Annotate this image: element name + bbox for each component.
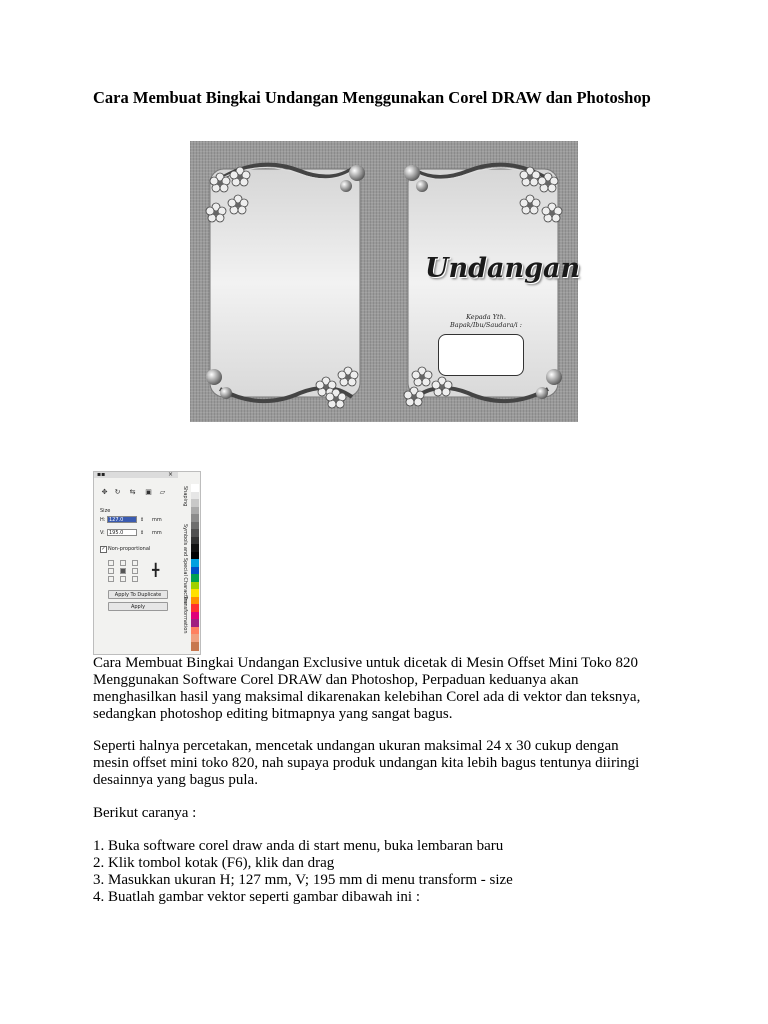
anchor-grid[interactable]	[108, 560, 138, 582]
text-line: Cara Membuat Bingkai Undangan Exclusive untuk dicetak di Mesin Offset Mini Toko 820	[93, 655, 638, 671]
text-line: Menggunakan Software Corel DRAW dan Photoshop, Perpaduan keduanya akan	[93, 672, 579, 688]
steps-list	[93, 838, 693, 906]
paragraph-steps-intro	[93, 805, 693, 822]
skew-tool-icon[interactable]: ▱	[159, 488, 166, 496]
close-icon[interactable]: ×	[168, 471, 174, 478]
color-swatch[interactable]	[191, 642, 199, 651]
v-size-input[interactable]: 195.0	[107, 529, 137, 536]
tab-shaping[interactable]: Shaping	[182, 486, 188, 507]
tab-transformation[interactable]: Transformation	[182, 596, 188, 634]
h-size-input[interactable]: 127.0	[107, 516, 137, 523]
invitation-recipient-text	[436, 313, 536, 329]
text-line: mesin offset mini toko 820, nah supaya produk undangan kita lebih bagus tentunya diiringi	[93, 755, 640, 771]
document-title: Cara Membuat Bingkai Undangan Menggunakan Corel DRAW dan Photoshop	[93, 88, 651, 107]
recipient-name-box	[438, 334, 524, 376]
v-label: V:	[100, 530, 105, 536]
text-line: menghasilkan hasil yang maksimal dikarenakan kelebihan Corel ada di vektor dan teksnya,	[93, 689, 641, 705]
h-spinner-icon[interactable]: ⇕	[140, 517, 145, 523]
non-proportional-checkbox[interactable]: ✓	[101, 546, 106, 552]
tab-symbols[interactable]: Symbols and Special Characters	[182, 524, 188, 605]
paragraph-intro	[93, 655, 693, 723]
paragraph-printing	[93, 738, 693, 789]
v-unit: mm	[152, 530, 162, 536]
size-label: Size	[100, 508, 111, 514]
text-line: desainnya yang bagus pula.	[93, 772, 258, 788]
step-item: 4. Buatlah gambar vektor seperti gambar dibawah ini :	[93, 889, 420, 905]
h-label: H:	[100, 517, 106, 523]
v-spinner-icon[interactable]: ⇕	[140, 530, 145, 536]
apply-to-duplicate-button[interactable]: Apply To Duplicate	[108, 590, 168, 599]
docker-titlebar	[94, 472, 178, 478]
text-line: Berikut caranya :	[93, 805, 197, 821]
recipient-label: Bapak/Ibu/Saudara/i :	[450, 321, 522, 329]
scale-tool-icon[interactable]: ⇆	[129, 488, 136, 496]
step-item: 3. Masukkan ukuran H; 127 mm, V; 195 mm di menu transform - size	[93, 872, 513, 888]
text-line: Seperti halnya percetakan, mencetak undangan ukuran maksimal 24 x 30 cukup dengan	[93, 738, 619, 754]
transformation-docker-screenshot	[93, 471, 201, 655]
h-unit: mm	[152, 517, 162, 523]
grip-icon: ▪▪	[97, 471, 106, 478]
size-tool-icon[interactable]: ▣	[145, 488, 152, 496]
step-item: 2. Klik tombol kotak (F6), klik dan drag	[93, 855, 335, 871]
to-label: Kepada Yth.	[466, 313, 506, 321]
crosshair-icon: ╋	[152, 563, 160, 577]
invitation-title: Undangan	[425, 253, 581, 284]
step-item: 1. Buka software corel draw anda di start menu, buka lembaran baru	[93, 838, 504, 854]
non-proportional-label: Non-proportional	[108, 546, 151, 552]
text-line: sedangkan photoshop editing bitmapnya yang sangat bagus.	[93, 706, 453, 722]
rotate-tool-icon[interactable]: ↻	[114, 488, 121, 496]
position-tool-icon[interactable]: ✥	[101, 488, 108, 496]
apply-button[interactable]: Apply	[108, 602, 168, 611]
invitation-card-image	[190, 141, 581, 422]
